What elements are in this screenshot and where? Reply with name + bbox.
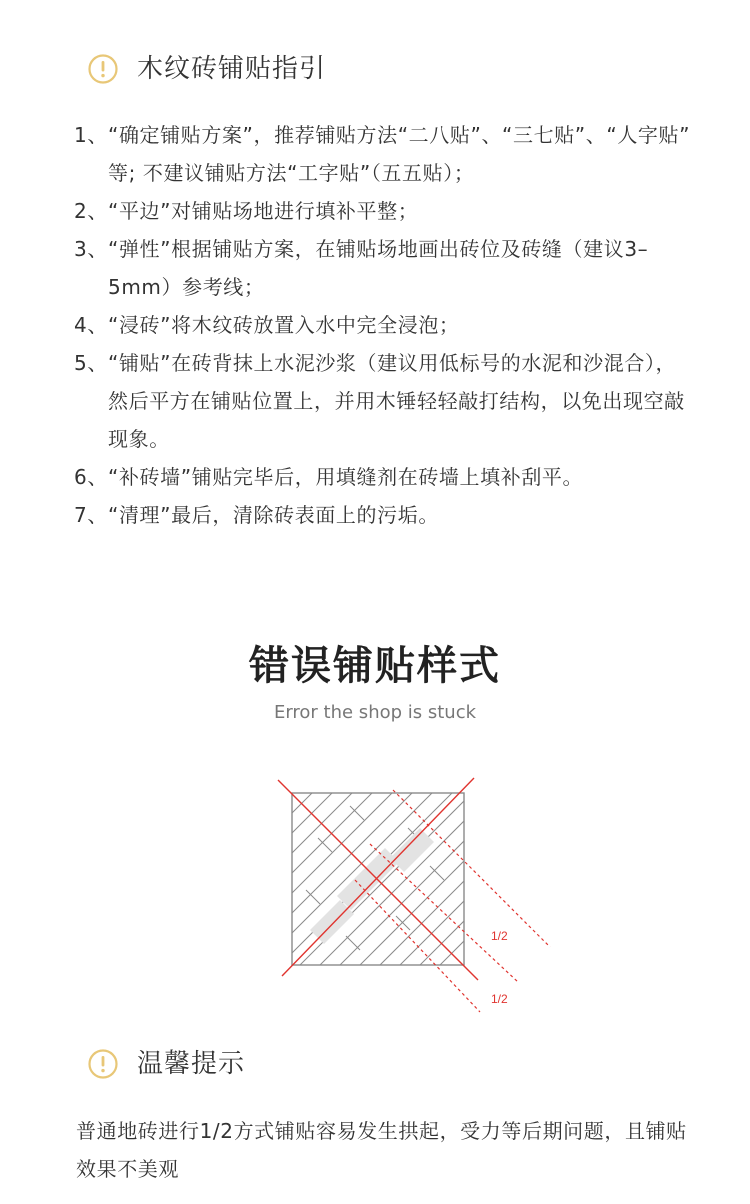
tips-text: 普通地砖进行1/2方式铺贴容易发生拱起，受力等后期问题，且铺贴效果不美观: [76, 1119, 687, 1181]
warning-circle-icon: [88, 1049, 118, 1079]
step-number: 5、: [74, 351, 108, 375]
tile-layout-diagram: [270, 770, 570, 1030]
step-number: 4、: [74, 313, 108, 337]
step-number: 6、: [74, 465, 108, 489]
step-number: 7、: [74, 503, 108, 527]
step-item: [74, 344, 694, 458]
guide-title: 木纹砖铺贴指引: [137, 54, 327, 84]
step-text: “浸砖”将木纹砖放置入水中完全浸泡；: [108, 313, 460, 337]
step-item: [74, 496, 694, 534]
step-item: [74, 192, 694, 230]
half-label-top: 1/2: [491, 929, 508, 943]
step-number: 1、: [74, 123, 108, 147]
error-section-subtitle: Error the shop is stuck: [273, 702, 477, 723]
step-text: “补砖墙”铺贴完毕后，用填缝剂在砖墙上填补刮平。: [108, 465, 584, 489]
guide-steps: [74, 116, 694, 534]
error-section-title: 错误铺贴样式: [249, 643, 501, 689]
warning-circle-icon: [88, 54, 118, 84]
tips-title: 温馨提示: [137, 1049, 246, 1079]
step-number: 2、: [74, 199, 108, 223]
step-item: [74, 116, 694, 192]
half-label-bottom: 1/2: [491, 992, 508, 1006]
step-number: 3、: [74, 237, 108, 261]
step-text: “清理”最后，清除砖表面上的污垢。: [108, 503, 439, 527]
guide-header: [88, 49, 326, 89]
step-text: “确定铺贴方案”，推荐铺贴方法“二八贴”、“三七贴”、“人字贴” 等; 不建议铺贴方法“工字贴”（五五贴）；: [108, 123, 691, 185]
hatched-tile-area: [292, 793, 612, 971]
step-text: “弹性”根据铺贴方案，在铺贴场地画出砖位及砖缝（建议3–5mm）参考线；: [108, 237, 649, 299]
step-text: “铺贴”在砖背抹上水泥沙浆（建议用低标号的水泥和沙混合），然后平方在铺贴位置上，并用木锤轻轻敲打结构，以免出现空敲现象。: [108, 351, 685, 451]
tips-header: [88, 1044, 245, 1084]
step-item: [74, 458, 694, 496]
step-text: “平边”对铺贴场地进行填补平整；: [108, 199, 419, 223]
step-item: [74, 230, 694, 306]
step-item: [74, 306, 694, 344]
